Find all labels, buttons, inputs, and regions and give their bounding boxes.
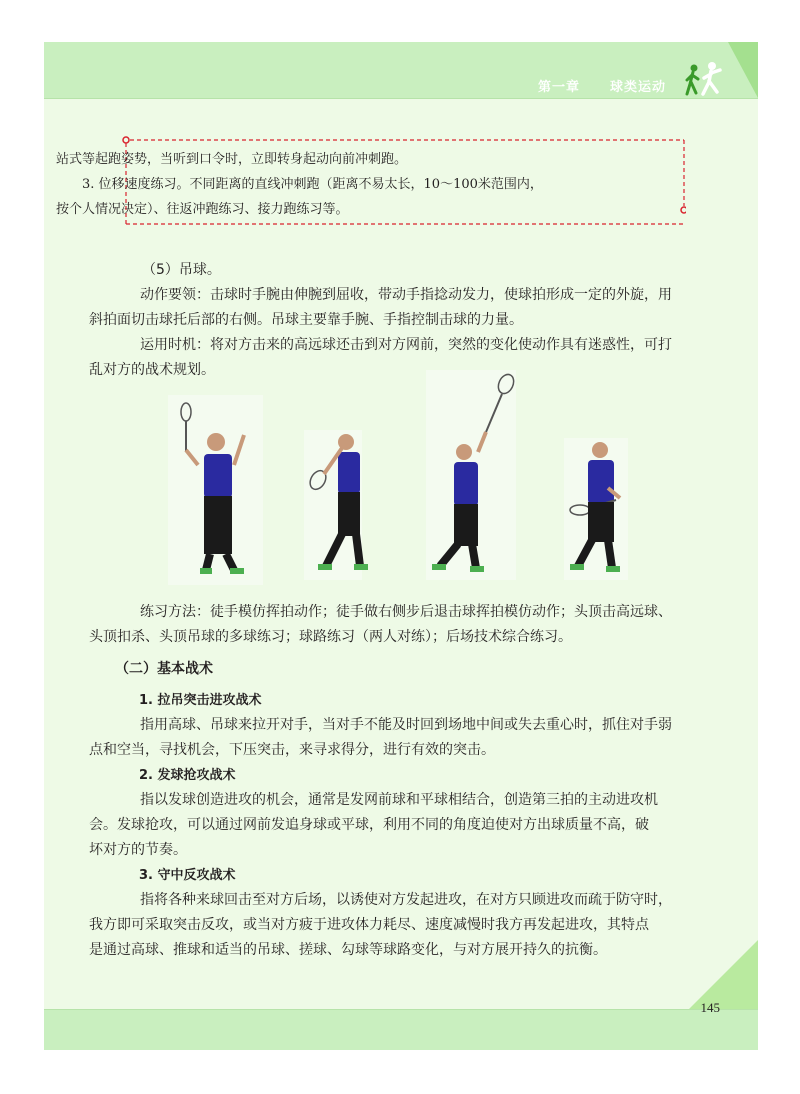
tactic-2-line-2: 会。发球抢攻，可以通过网前发追身球或平球，利用不同的角度迫使对方出球质量不高，破: [89, 817, 649, 833]
tactic-1-title: 1. 拉吊突击进攻战术: [139, 693, 262, 708]
footer-corner-decoration: [688, 940, 758, 1010]
tactic-1-line-2: 点和空当，寻找机会，下压突击，来寻求得分，进行有效的突击。: [89, 742, 495, 758]
drop-shot-photo-sequence: [168, 370, 638, 585]
practice-line-1: 练习方法：徒手模仿挥拍动作；徒手做右侧步后退击球挥拍模仿动作；头顶击高远球、: [140, 604, 672, 620]
figure-follow-through: [564, 438, 628, 580]
drop-shot-technique-line-1: 动作要领：击球时手腕由伸腕到屈收，带动手指捻动发力，使球拍形成一定的外旋，用: [140, 287, 672, 303]
tactic-2-line-3: 坏对方的节奏。: [89, 842, 187, 858]
running-players-icon: [684, 60, 728, 100]
chapter-title: 球类运动: [610, 80, 667, 95]
tip-line-1: 站式等起跑姿势，当听到口令时，立即转身起动向前冲刺跑。: [56, 152, 408, 167]
tip-line-3: 按个人情况决定）、往返冲跑练习、接力跑练习等。: [56, 202, 349, 217]
drop-shot-technique-line-2: 斜拍面切击球托后部的右侧。吊球主要靠手腕、手指控制击球的力量。: [89, 312, 523, 328]
figure-ready-stance: [168, 395, 263, 585]
footer-band: [44, 1010, 758, 1050]
tactic-3-line-1: 指将各种来球回击至对方后场，以诱使对方发起进攻，在对方只顾进攻而疏于防守时，: [140, 892, 672, 908]
drop-shot-timing-line-2: 乱对方的战术规划。: [89, 362, 215, 378]
tactic-3-line-2: 我方即可采取突击反攻，或当对方疲于进攻体力耗尽、速度减慢时我方再发起进攻，其特点: [89, 917, 649, 933]
chapter-label: 第一章: [538, 80, 581, 95]
drop-shot-timing-line-1: 运用时机：将对方击来的高远球还击到对方网前，突然的变化使动作具有迷惑性，可打: [140, 337, 672, 353]
tactics-heading: （二）基本战术: [115, 661, 213, 677]
drop-shot-section: [89, 258, 697, 383]
tactic-2-line-1: 指以发球创造进攻的机会，通常是发网前球和平球相结合，创造第三拍的主动进攻机: [140, 792, 658, 808]
header-corner-decoration: [728, 42, 758, 98]
tactic-2-title: 2. 发球抢攻战术: [139, 768, 236, 783]
tactic-3-title: 3. 守中反攻战术: [139, 868, 236, 883]
practice-line-2: 头顶扣杀、头顶吊球的多球练习；球路练习（两人对练）；后场技术综合练习。: [89, 629, 572, 645]
tactic-3-line-3: 是通过高球、推球和适当的吊球、搓球、勾球等球路变化，与对方展开持久的抗衡。: [89, 942, 607, 958]
drop-shot-title: （5）吊球。: [142, 262, 221, 278]
tip-line-2: 3. 位移速度练习。不同距离的直线冲刺跑（距离不易太长，10～100米范围内，: [82, 177, 543, 192]
tactic-1-line-1: 指用高球、吊球来拉开对手，当对手不能及时回到场地中间或失去重心时，抓住对手弱: [140, 717, 672, 733]
figure-overhead-strike: [426, 370, 517, 580]
tip-box-text: [56, 147, 628, 222]
player-figures: [168, 370, 638, 585]
tactics-section: [89, 657, 697, 963]
page-number: 145: [700, 1000, 720, 1015]
practice-section: [89, 600, 697, 650]
figure-racket-back: [304, 430, 368, 580]
